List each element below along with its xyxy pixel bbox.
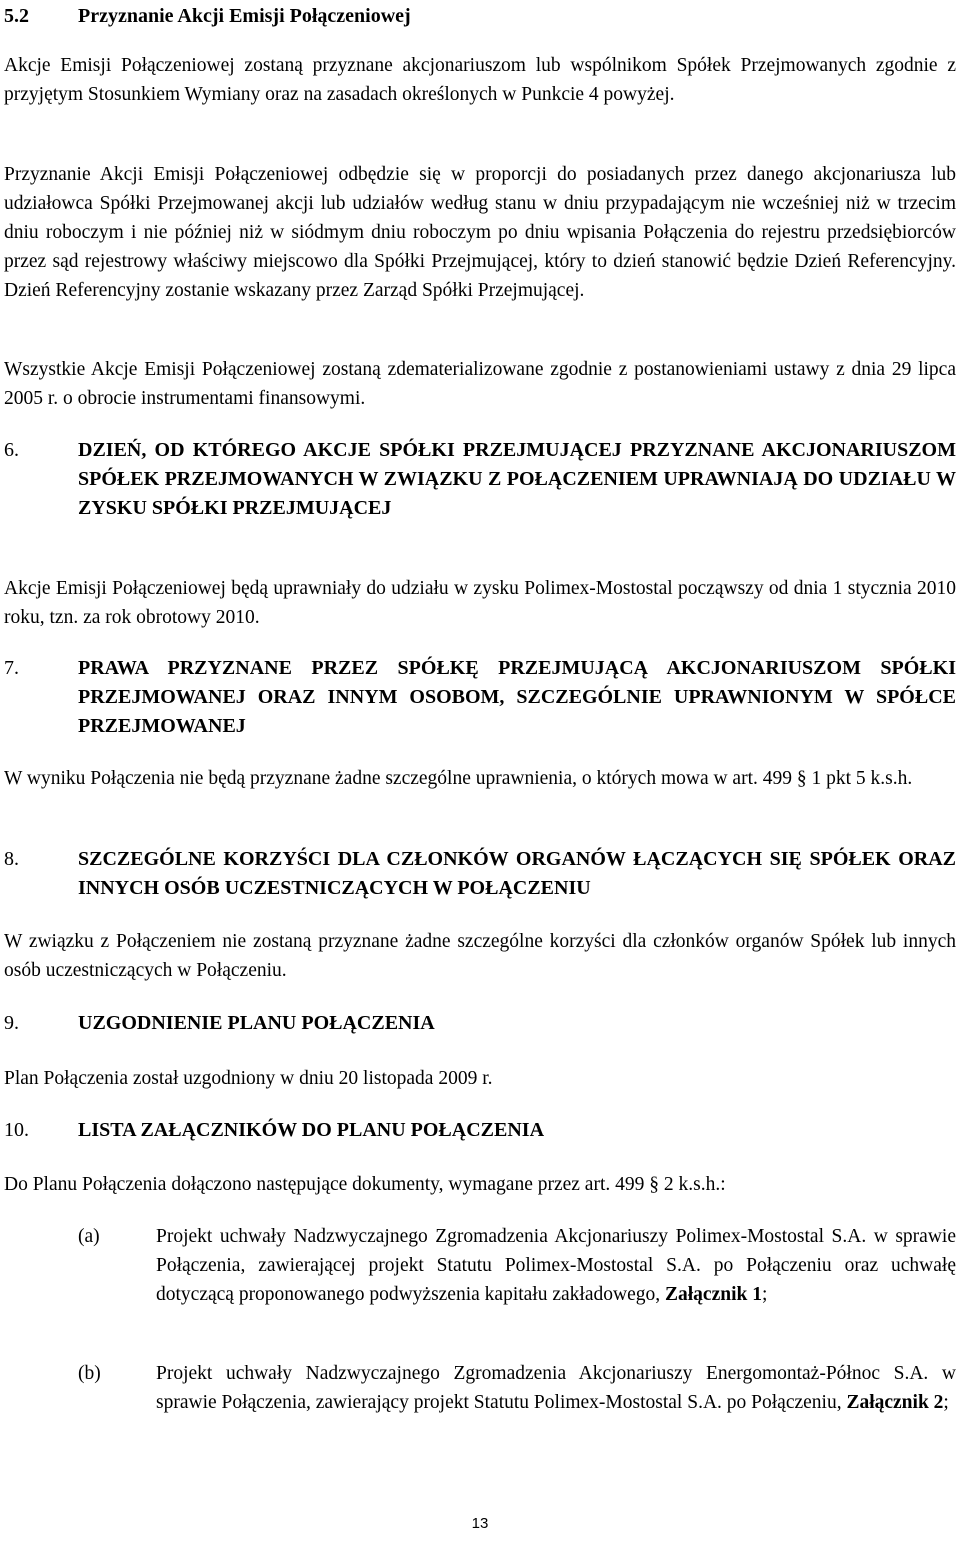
section-number: 8.: [4, 848, 19, 870]
section-heading-8: [4, 845, 956, 903]
list-item-label: (b): [78, 1363, 101, 1384]
subsection-heading: [4, 2, 956, 31]
list-item: [4, 1359, 956, 1417]
section-title: DZIEŃ, OD KTÓREGO AKCJE SPÓŁKI PRZEJMUJĄCEJ PRZYZNANE AKCJONARIUSZOM SPÓŁEK PRZEJMOWANYCH W ZWIĄZKU Z POŁĄCZENIEM UPRAWNIAJĄ DO UDZIAŁU W ZYSKU SPÓŁKI PRZEJMUJĄCEJ: [78, 439, 956, 519]
paragraph: Akcje Emisji Połączeniowej będą uprawniały do udziału w zysku Polimex-Mostostal począwszy od dnia 1 stycznia 2010 roku, tzn. za rok obrotowy 2010.: [4, 578, 956, 628]
paragraph: Wszystkie Akcje Emisji Połączeniowej zostaną zdematerializowane zgodnie z postanowieniami ustawy z dnia 29 lipca 2005 r. o obrocie instrumentami finansowymi.: [4, 359, 956, 409]
section-title: LISTA ZAŁĄCZNIKÓW DO PLANU POŁĄCZENIA: [78, 1119, 545, 1141]
section-heading-9: [4, 1009, 956, 1038]
paragraph: W wyniku Połączenia nie będą przyznane żadne szczególne uprawnienia, o których mowa w art. 499 § 1 pkt 5 k.s.h.: [4, 768, 913, 789]
page-number: 13: [471, 1515, 489, 1532]
paragraph: Do Planu Połączenia dołączono następujące dokumenty, wymagane przez art. 499 § 2 k.s.h.:: [4, 1174, 726, 1195]
subsection-number: 5.2: [4, 5, 29, 27]
paragraph: Plan Połączenia został uzgodniony w dniu 20 listopada 2009 r.: [4, 1068, 493, 1089]
list-item-text: Projekt uchwały Nadzwyczajnego Zgromadzenia Akcjonariuszy Energomontaż-Północ S.A. w sprawie Połączenia, zawierający projekt Statutu Polimex-Mostostal S.A. po Połączeniu, Załącznik 2;: [156, 1363, 956, 1413]
section-number: 10.: [4, 1119, 29, 1141]
section-heading-6: [4, 436, 956, 523]
section-number: 6.: [4, 439, 19, 461]
paragraph: Przyznanie Akcji Emisji Połączeniowej odbędzie się w proporcji do posiadanych przez danego akcjonariusza lub udziałowca Spółki Przejmowanej akcji lub udziałów według stanu w dniu przypadającym nie wcześniej niż w trzecim dniu roboczym i nie później niż w siódmym dniu roboczym po dniu wpisania Połączenia do rejestru przedsiębiorców przez sąd rejestrowy właściwy miejscowo dla Spółki Przejmującej, który to dzień stanowić będzie Dzień Referencyjny. Dzień Referencyjny zostanie wskazany przez Zarząd Spółki Przejmującej.: [4, 164, 956, 301]
subsection-title: Przyznanie Akcji Emisji Połączeniowej: [78, 5, 411, 27]
list-item-text: Projekt uchwały Nadzwyczajnego Zgromadzenia Akcjonariuszy Polimex-Mostostal S.A. w sprawie Połączenia, zawierającej projekt Statutu Polimex-Mostostal S.A. po Połączeniu oraz uchwałę dotyczącą proponowanego podwyższenia kapitału zakładowego, Załącznik 1;: [156, 1226, 956, 1305]
section-heading-7: [4, 654, 956, 741]
section-title: PRAWA PRZYZNANE PRZEZ SPÓŁKĘ PRZEJMUJĄCĄ AKCJONARIUSZOM SPÓŁKI PRZEJMOWANEJ ORAZ INNYM OSOBOM, SZCZEGÓLNIE UPRAWNIONYM W SPÓŁCE PRZEJMOWANEJ: [78, 657, 956, 737]
attachment-ref: Załącznik 1: [664, 1284, 762, 1305]
section-title: UZGODNIENIE PLANU POŁĄCZENIA: [78, 1012, 435, 1034]
attachment-ref: Załącznik 2: [846, 1392, 944, 1413]
paragraph: W związku z Połączeniem nie zostaną przyznane żadne szczególne korzyści dla członków organów Spółek lub innych osób uczestniczących w Połączeniu.: [4, 931, 956, 981]
paragraph: Akcje Emisji Połączeniowej zostaną przyznane akcjonariuszom lub wspólnikom Spółek Przejmowanych zgodnie z przyjętym Stosunkiem Wymiany oraz na zasadach określonych w Punkcie 4 powyżej.: [4, 55, 956, 105]
list-item: [4, 1222, 956, 1309]
list-item-label: (a): [78, 1226, 100, 1247]
section-number: 9.: [4, 1012, 19, 1034]
section-heading-10: [4, 1116, 956, 1145]
section-number: 7.: [4, 657, 19, 679]
section-title: SZCZEGÓLNE KORZYŚCI DLA CZŁONKÓW ORGANÓW ŁĄCZĄCYCH SIĘ SPÓŁEK ORAZ INNYCH OSÓB UCZESTNICZĄCYCH W POŁĄCZENIU: [78, 848, 956, 899]
